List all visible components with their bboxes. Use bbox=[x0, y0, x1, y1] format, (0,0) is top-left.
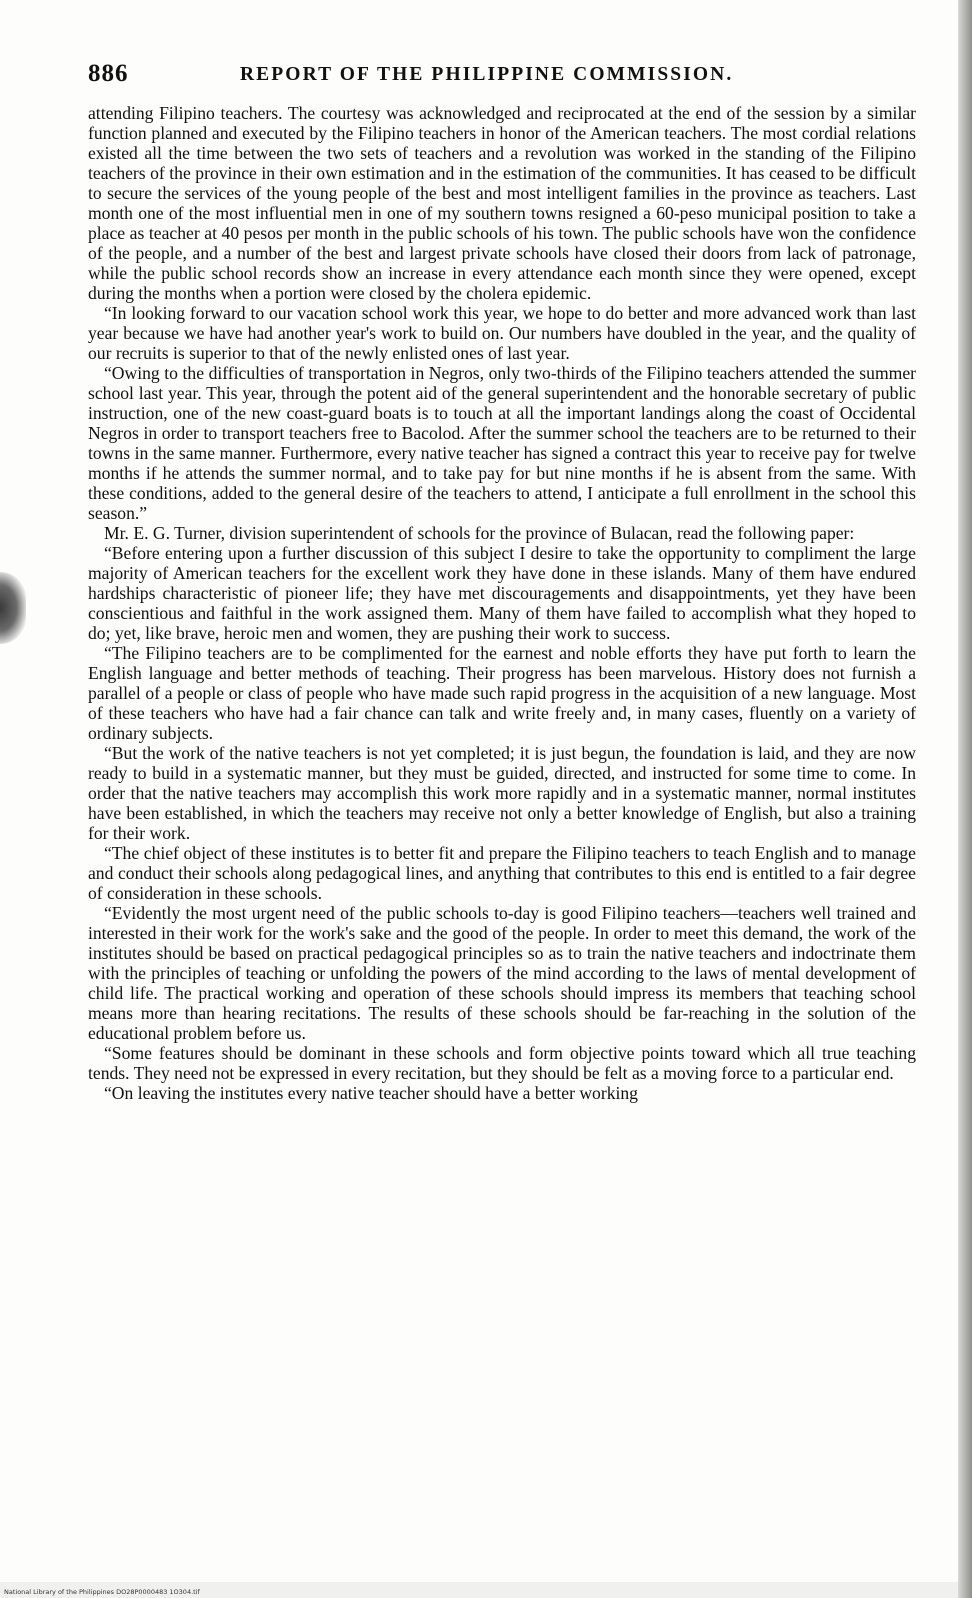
paragraph: “The chief object of these institutes is to better fit and prepare the Filipino teachers to teach English and to manage and conduct their schools along pedagogical lines, and anything that contributes to this end is entitled to a fair degree of consideration in these schools. bbox=[88, 843, 916, 903]
paragraph: attending Filipino teachers. The courtesy was acknowledged and reciprocated at the end of the session by a similar function planned and executed by the Filipino teachers in honor of the American teachers. The most cordial relations existed all the time between the two sets of teachers and a revolution was worked in the standing of the Filipino teachers of the province in their own estimation and in the estimation of the communities. It has ceased to be difficult to secure the services of the young people of the best and most intelligent families in the province as teachers. Last month one of the most influential men in one of my southern towns resigned a 60-peso municipal position to take a place as teacher at 40 pesos per month in the public schools of his town. The public schools have won the confidence of the people, and a number of the best and largest private schools have closed their doors from lack of patronage, while the public school records show an increase in every attendance each month since they were opened, except during the months when a portion were closed by the cholera epidemic. bbox=[88, 103, 916, 303]
page-header bbox=[88, 60, 918, 94]
paragraph: “In looking forward to our vacation school work this year, we hope to do better and more advanced work than last year because we have had another year's work to build on. Our numbers have doubled in the year, and the quality of our recruits is superior to that of the newly enlisted ones of last year. bbox=[88, 303, 916, 363]
paragraph: “Owing to the difficulties of transportation in Negros, only two-thirds of the Filipino teachers attended the summer school last year. This year, through the potent aid of the general superintendent and the honorable secretary of public instruction, one of the new coast-guard boats is to touch at all the important landings along the coast of Occidental Negros in order to transport teachers free to Bacolod. After the summer school the teachers are to be returned to their towns in the same manner. Furthermore, every native teacher has signed a contract this year to receive pay for twelve months if he attends the summer normal, and to take pay for but nine months if he is absent from the same. With these conditions, added to the general desire of the teachers to attend, I anticipate a full enrollment in the school this season.” bbox=[88, 363, 916, 523]
paragraph: “The Filipino teachers are to be complimented for the earnest and noble efforts they have put forth to learn the English language and better methods of teaching. Their progress has been marvelous. History does not furnish a parallel of a people or class of people who have made such rapid progress in the acquisition of a new language. Most of these teachers who have had a fair chance can talk and write freely and, in many cases, fluently on a variety of ordinary subjects. bbox=[88, 643, 916, 743]
paragraph: “But the work of the native teachers is not yet completed; it is just begun, the foundation is laid, and they are now ready to build in a systematic manner, but they must be guided, directed, and instructed for some time to come. In order that the native teachers may accomplish this work more rapidly and in a systematic manner, normal institutes have been established, in which the teachers may receive not only a better knowledge of English, but also a training for their work. bbox=[88, 743, 916, 843]
binding-shadow bbox=[0, 572, 26, 644]
page-number: 886 bbox=[88, 60, 129, 87]
paragraph: “Evidently the most urgent need of the public schools to-day is good Filipino teachers—teachers well trained and interested in their work for the work's sake and the good of the people. In order to meet this demand, the work of the institutes should be based on practical pedagogical principles so as to train the native teachers and indoctrinate them with the principles of teaching or unfolding the powers of the mind according to the laws of mental development of child life. The practical working and operation of these schools should impress its members that teaching school means more than hearing recitations. The results of these schools should be far-reaching in the solution of the educational problem before us. bbox=[88, 903, 916, 1043]
paragraph: “Some features should be dominant in these schools and form objective points toward which all true teaching tends. They need not be expressed in every recitation, but they should be felt as a moving force to a particular end. bbox=[88, 1043, 916, 1083]
scan-credit: National Library of the Philippines DO28P0000483 1O304.tif bbox=[4, 1588, 200, 1596]
paragraph: Mr. E. G. Turner, division superintendent of schools for the province of Bulacan, read the following paper: bbox=[104, 523, 855, 543]
paragraph: “On leaving the institutes every native teacher should have a better working bbox=[104, 1083, 638, 1103]
scan-right-edge bbox=[958, 0, 972, 1598]
running-head: REPORT OF THE PHILIPPINE COMMISSION. bbox=[240, 64, 734, 85]
paragraph: “Before entering upon a further discussion of this subject I desire to take the opportunity to compliment the large majority of American teachers for the excellent work they have done in these islands. Many of them have endured hardships characteristic of pioneer life; they have met discouragements and disappointments, yet they have been conscientious and faithful in the work assigned them. Many of them have failed to accomplish what they hoped to do; yet, like brave, heroic men and women, they are pushing their work to success. bbox=[88, 543, 916, 643]
body-text bbox=[88, 103, 916, 1103]
